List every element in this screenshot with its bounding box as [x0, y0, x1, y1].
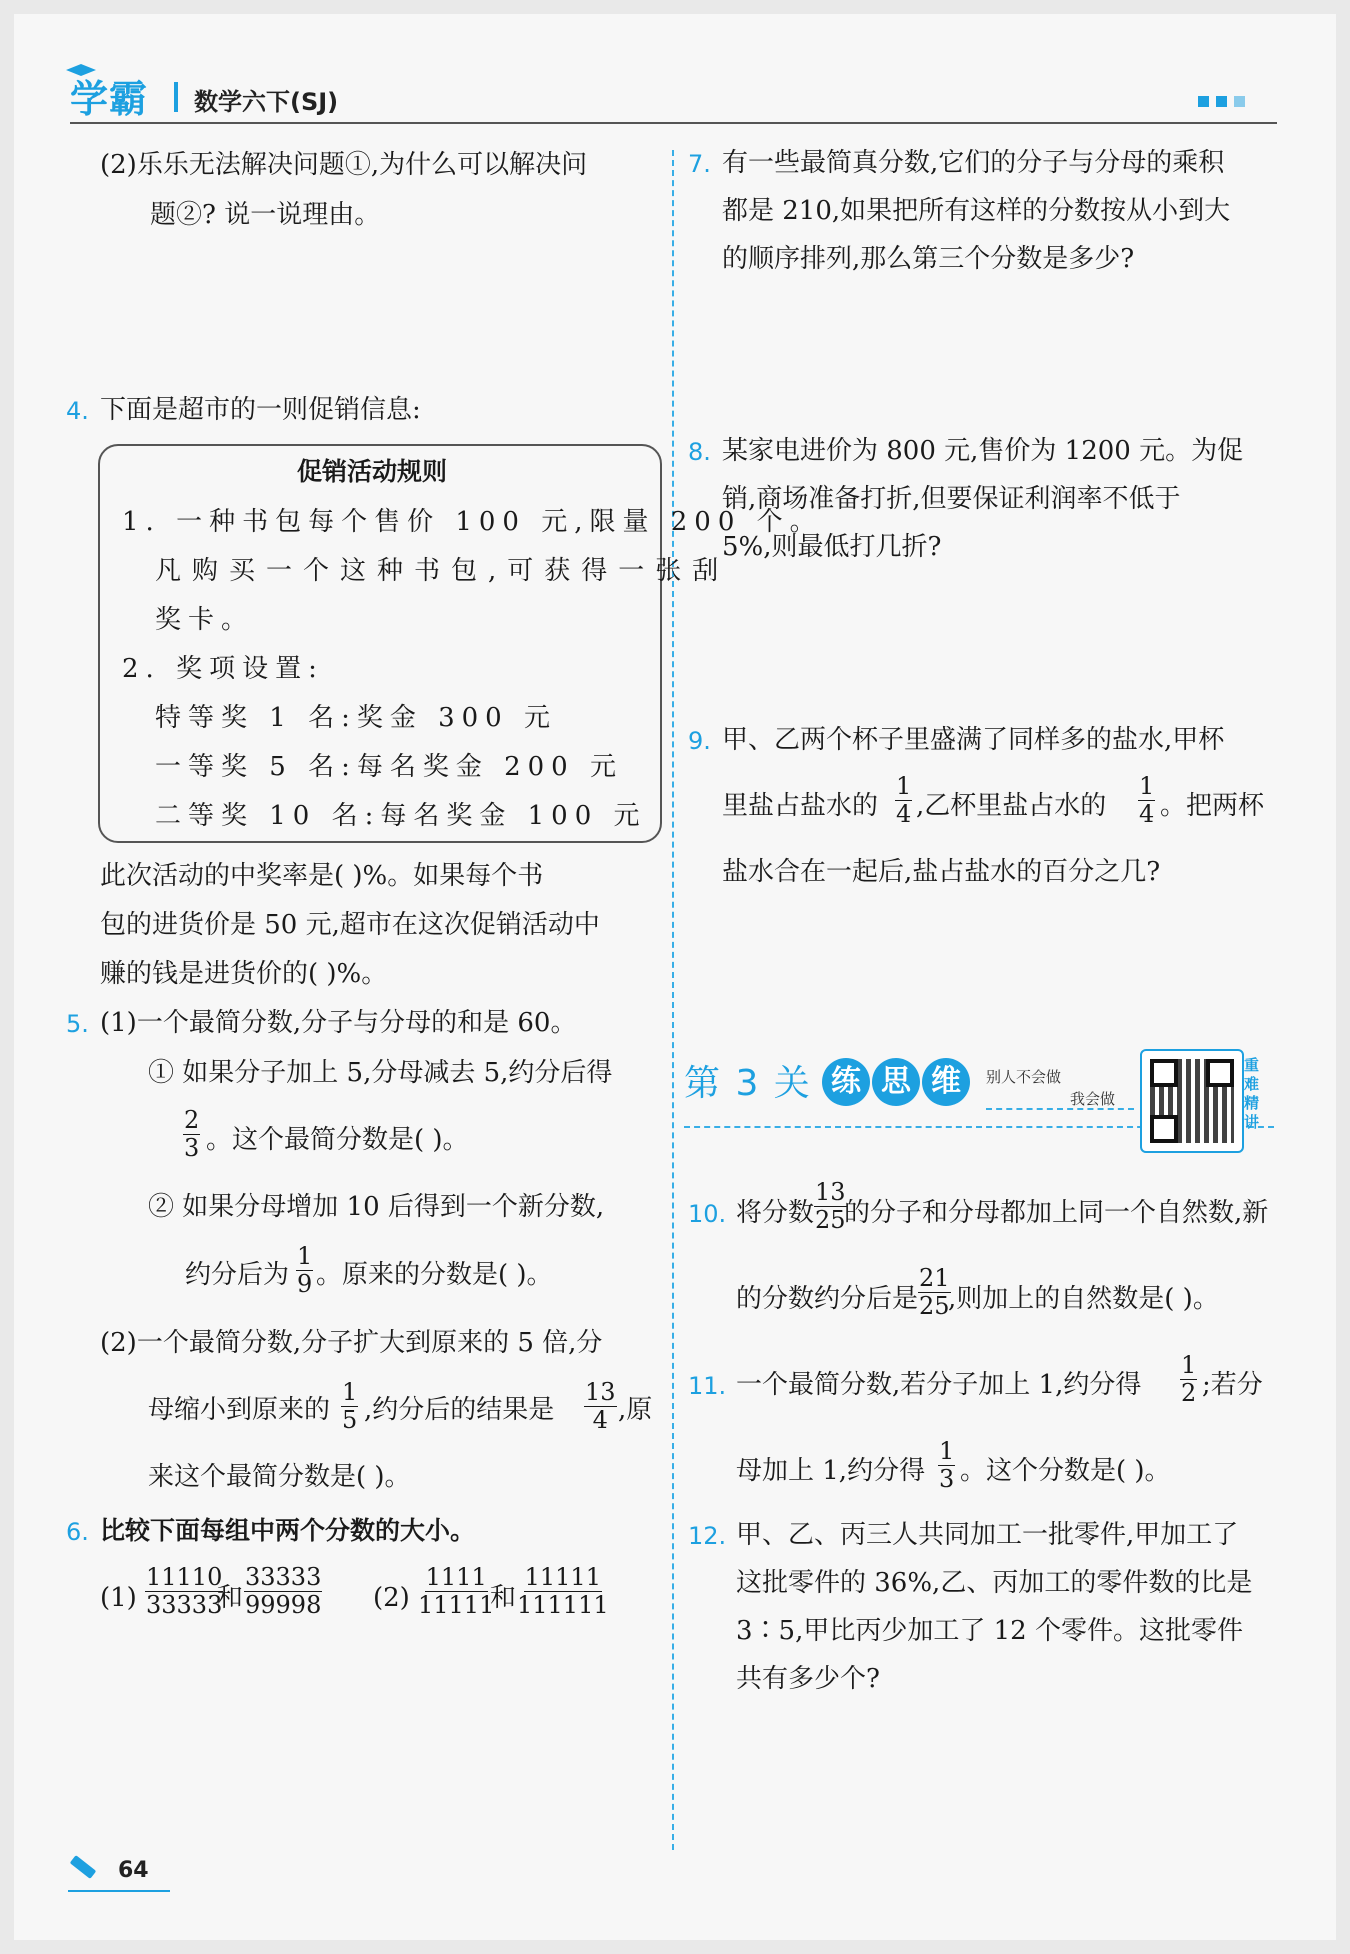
q6-number: 6. — [66, 1518, 89, 1546]
header-square-icon — [1198, 96, 1209, 107]
q7-number: 7. — [688, 150, 711, 178]
q7-line3: 的顺序排列,那么第三个分数是多少? — [722, 244, 1135, 274]
q6-part2-label: (2) — [373, 1583, 410, 1613]
q11-line2-b: 。这个分数是( )。 — [960, 1456, 1171, 1486]
logo-divider — [174, 82, 178, 112]
column-divider — [672, 150, 674, 1850]
prize-3: 二等奖 10 名:每名奖金 100 元 — [155, 801, 647, 831]
q8-line1: 某家电进价为 800 元,售价为 1200 元。为促 — [722, 436, 1244, 466]
q5-number: 5. — [66, 1010, 89, 1038]
promotion-rules-box — [98, 444, 662, 843]
q8-line3: 5%,则最低打几折? — [722, 532, 942, 562]
fraction-11110-33333: $\frac{11110}{33333}$ — [146, 1563, 223, 1619]
fraction-33333-99998: $\frac{33333}{99998}$ — [245, 1563, 322, 1619]
q4-blank-line1: 此次活动的中奖率是( )%。如果每个书 — [100, 861, 544, 891]
q7-line1: 有一些最简真分数,它们的分子与分母的乘积 — [722, 148, 1225, 178]
fraction-2-3: $\frac{2}{3}$ — [184, 1106, 200, 1162]
book-subject: 数学六下(SJ) — [194, 88, 339, 116]
section-slogan-2: 我会做 — [1070, 1090, 1116, 1108]
q9-number: 9. — [688, 727, 711, 755]
q5-a-line2: 。这个最简分数是( )。 — [206, 1125, 469, 1155]
rule1-line1: 1. 一种书包每个售价 100 元,限量 200 个。 — [122, 507, 823, 537]
brand-logo: 学霸 — [70, 77, 149, 121]
q5-b-line1: ② 如果分母增加 10 后得到一个新分数, — [148, 1192, 605, 1222]
q9-line2-a: 里盐占盐水的 — [722, 791, 879, 821]
fraction-1-5: $\frac{1}{5}$ — [342, 1378, 358, 1434]
q6-and-2: 和 — [490, 1583, 517, 1613]
q3-part2-line2: 题②? 说一说理由。 — [150, 200, 381, 230]
fraction-1-2: $\frac{1}{2}$ — [1181, 1351, 1197, 1407]
q5-c-line1: (2)一个最简分数,分子扩大到原来的 5 倍,分 — [100, 1328, 603, 1358]
fraction-11111-111111: $\frac{11111}{111111}$ — [517, 1563, 609, 1619]
q5-c-line3: 来这个最简分数是( )。 — [148, 1462, 411, 1492]
q3-part2-line1: (2)乐乐无法解决问题①,为什么可以解决问 — [100, 150, 588, 180]
qr-code-icon[interactable] — [1140, 1049, 1244, 1153]
q10-line2-a: 的分数约分后是 — [736, 1284, 919, 1314]
q5-c-line2-c: ,原 — [618, 1395, 653, 1425]
rule1-line2: 凡购买一个这种书包,可获得一张刮 — [155, 556, 730, 586]
rule1-line3: 奖卡。 — [155, 605, 255, 635]
qr-label: 重难精讲 — [1244, 1056, 1260, 1131]
q6-and-1: 和 — [217, 1583, 244, 1613]
q9-line3: 盐水合在一起后,盐占盐水的百分之几? — [722, 857, 1161, 887]
fraction-1-9: $\frac{1}{9}$ — [297, 1242, 313, 1298]
fraction-13-4: $\frac{13}{4}$ — [585, 1378, 616, 1434]
fraction-13-25: $\frac{13}{25}$ — [815, 1178, 846, 1234]
fraction-1-4: $\frac{1}{4}$ — [1139, 772, 1155, 828]
section-bubble: 思 — [872, 1058, 920, 1106]
q10-line1-b: 的分子和分母都加上同一个自然数,新 — [844, 1198, 1269, 1228]
section-bubble: 练 — [822, 1058, 870, 1106]
q12-line4: 共有多少个? — [736, 1664, 880, 1694]
q6-text: 比较下面每组中两个分数的大小。 — [100, 1516, 476, 1545]
q12-line1: 甲、乙、丙三人共同加工一批零件,甲加工了 — [736, 1520, 1239, 1550]
q4-number: 4. — [66, 397, 89, 425]
q5-b-line2-b: 。原来的分数是( )。 — [316, 1260, 553, 1290]
prize-1: 特等奖 1 名:奖金 300 元 — [155, 703, 557, 733]
header-square-icon — [1234, 96, 1245, 107]
slogan-rule — [986, 1108, 1134, 1110]
prize-2: 一等奖 5 名:每名奖金 200 元 — [155, 752, 623, 782]
header-square-icon — [1216, 96, 1227, 107]
q11-line1-a: 一个最简分数,若分子加上 1,约分得 — [736, 1370, 1142, 1400]
q4-text: 下面是超市的一则促销信息: — [100, 395, 421, 425]
fraction-21-25: $\frac{21}{25}$ — [919, 1264, 950, 1320]
header-rule — [70, 122, 1277, 124]
q5-b-line2-a: 约分后为 — [185, 1260, 290, 1290]
q10-line1-a: 将分数 — [736, 1198, 815, 1228]
fraction-1-3: $\frac{1}{3}$ — [939, 1437, 955, 1493]
fraction-1111-11111: $\frac{1111}{11111}$ — [418, 1563, 495, 1619]
section-title: 第 3 关 — [684, 1063, 812, 1104]
fraction-1-4: $\frac{1}{4}$ — [896, 772, 912, 828]
section-slogan-1: 别人不会做 — [986, 1068, 1062, 1086]
q12-number: 12. — [688, 1522, 727, 1550]
page-number: 64 — [118, 1858, 149, 1883]
q9-line2-b: ,乙杯里盐占水的 — [916, 791, 1107, 821]
q10-line2-b: ,则加上的自然数是( )。 — [948, 1284, 1219, 1314]
footer-rule — [68, 1890, 170, 1892]
q8-line2: 销,商场准备打折,但要保证利润率不低于 — [722, 484, 1181, 514]
q11-number: 11. — [688, 1372, 727, 1400]
q4-blank-line3: 赚的钱是进货价的( )%。 — [100, 959, 388, 989]
q11-line1-b: ;若分 — [1202, 1370, 1263, 1400]
q11-line2-a: 母加上 1,约分得 — [736, 1456, 926, 1486]
q7-line2: 都是 210,如果把所有这样的分数按从小到大 — [722, 196, 1231, 226]
q10-number: 10. — [688, 1200, 727, 1228]
q5-text: (1)一个最简分数,分子与分母的和是 60。 — [100, 1008, 577, 1038]
q8-number: 8. — [688, 438, 711, 466]
q4-blank-line2: 包的进货价是 50 元,超市在这次促销活动中 — [100, 910, 600, 940]
q5-a-line1: ① 如果分子加上 5,分母减去 5,约分后得 — [148, 1058, 613, 1088]
q6-part1-label: (1) — [100, 1583, 137, 1613]
q12-line2: 这批零件的 36%,乙、丙加工的零件数的比是 — [736, 1568, 1253, 1598]
q5-c-line2-b: ,约分后的结果是 — [364, 1395, 555, 1425]
q9-line1: 甲、乙两个杯子里盛满了同样多的盐水,甲杯 — [722, 725, 1225, 755]
page-header — [70, 68, 1275, 122]
q9-line2-c: 。把两杯 — [1160, 791, 1265, 821]
q12-line3: 3∶5,甲比丙少加工了 12 个零件。这批零件 — [736, 1616, 1243, 1646]
rule2: 2. 奖项设置: — [122, 654, 324, 684]
box-title: 促销活动规则 — [297, 457, 448, 486]
q5-c-line2-a: 母缩小到原来的 — [148, 1395, 331, 1425]
section-bubble: 维 — [922, 1058, 970, 1106]
